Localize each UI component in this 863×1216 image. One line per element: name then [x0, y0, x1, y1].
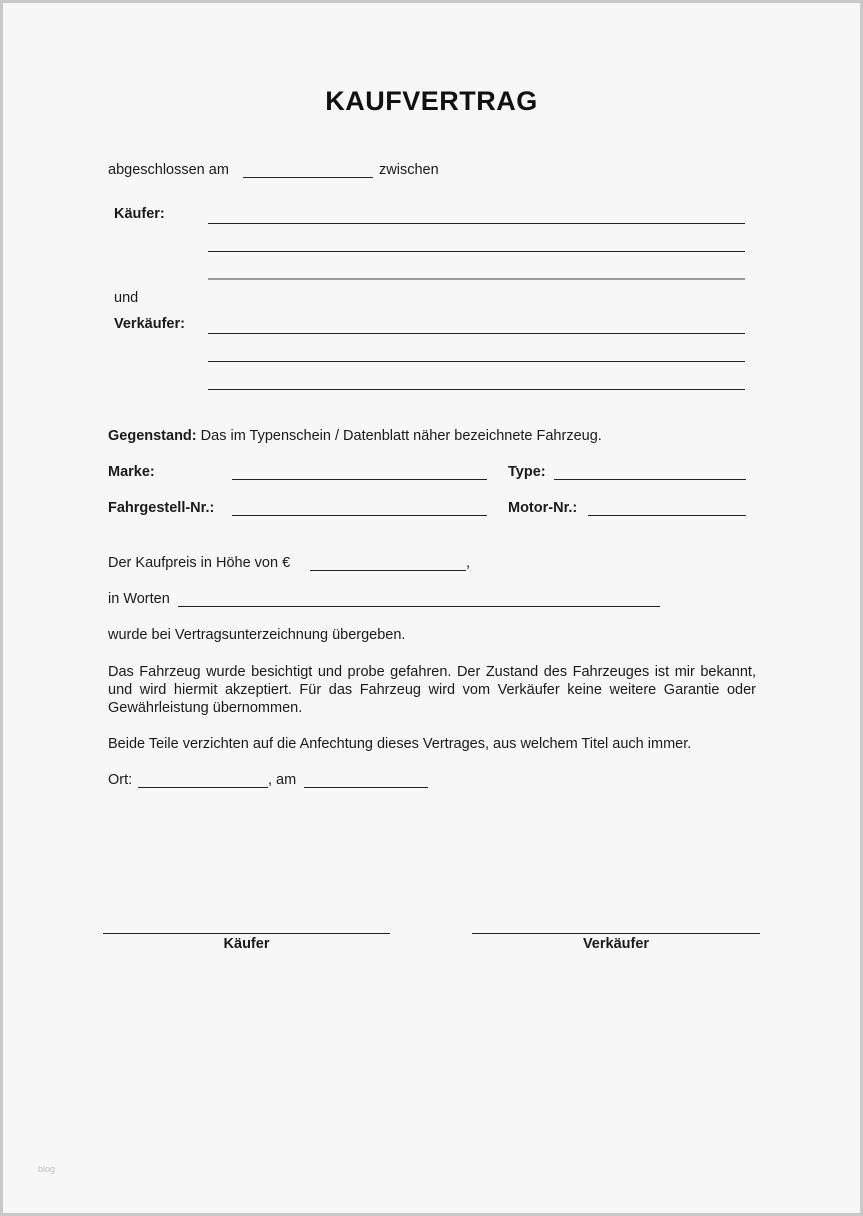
type-label: Type: [508, 464, 546, 480]
brand-line[interactable] [232, 479, 487, 480]
subject-text: Das im Typenschein / Datenblatt näher bezeichnete Fahrzeug. [200, 428, 602, 444]
date-label: , am [268, 772, 297, 788]
buyer-line-3[interactable] [208, 278, 745, 280]
price-suffix: , [466, 555, 471, 571]
subject-line [108, 428, 602, 444]
price-prefix: Der Kaufpreis in Höhe von € [108, 555, 291, 571]
engine-line[interactable] [588, 515, 746, 516]
document-title: KAUFVERTRAG [325, 86, 538, 116]
seller-line-3[interactable] [208, 389, 745, 390]
in-words-line[interactable] [178, 606, 660, 607]
watermark: blog [38, 1164, 56, 1174]
contract-date-line[interactable] [243, 177, 373, 178]
intro-prefix: abgeschlossen am [108, 162, 229, 178]
type-line[interactable] [554, 479, 746, 480]
handed-over-text: wurde bei Vertragsunterzeichnung übergeben. [108, 627, 406, 643]
chassis-line[interactable] [232, 515, 487, 516]
seller-signature-line[interactable] [472, 933, 760, 934]
buyer-line-1[interactable] [208, 223, 745, 224]
date-line[interactable] [304, 787, 428, 788]
buyer-signature-line[interactable] [103, 933, 390, 934]
intro-suffix: zwischen [379, 162, 439, 178]
place-line[interactable] [138, 787, 268, 788]
in-words-label: in Worten [108, 591, 170, 607]
price-line[interactable] [310, 570, 466, 571]
waiver-text: Beide Teile verzichten auf die Anfechtung dieses Vertrages, aus welchem Titel auch immer. [108, 736, 692, 752]
seller-line-1[interactable] [208, 333, 745, 334]
vehicle-condition-paragraph: Das Fahrzeug wurde besichtigt und probe gefahren. Der Zustand des Fahrzeuges ist mir bekannt, und wird hiermit akzeptiert. Für das Fahrzeug wird vom Verkäufer keine weitere Garantie oder Gewährleistung übernommen. [108, 664, 756, 716]
seller-label: Verkäufer: [114, 316, 185, 332]
buyer-signature-label: Käufer [223, 936, 270, 952]
chassis-label: Fahrgestell-Nr.: [108, 500, 215, 516]
seller-signature-label: Verkäufer [582, 936, 650, 952]
place-label: Ort: [108, 772, 133, 788]
seller-line-2[interactable] [208, 361, 745, 362]
subject-label: Gegenstand: [108, 428, 197, 444]
and-label: und [114, 290, 139, 306]
brand-label: Marke: [108, 464, 155, 480]
buyer-label: Käufer: [114, 206, 165, 222]
buyer-line-2[interactable] [208, 251, 745, 252]
engine-label: Motor-Nr.: [508, 500, 578, 516]
